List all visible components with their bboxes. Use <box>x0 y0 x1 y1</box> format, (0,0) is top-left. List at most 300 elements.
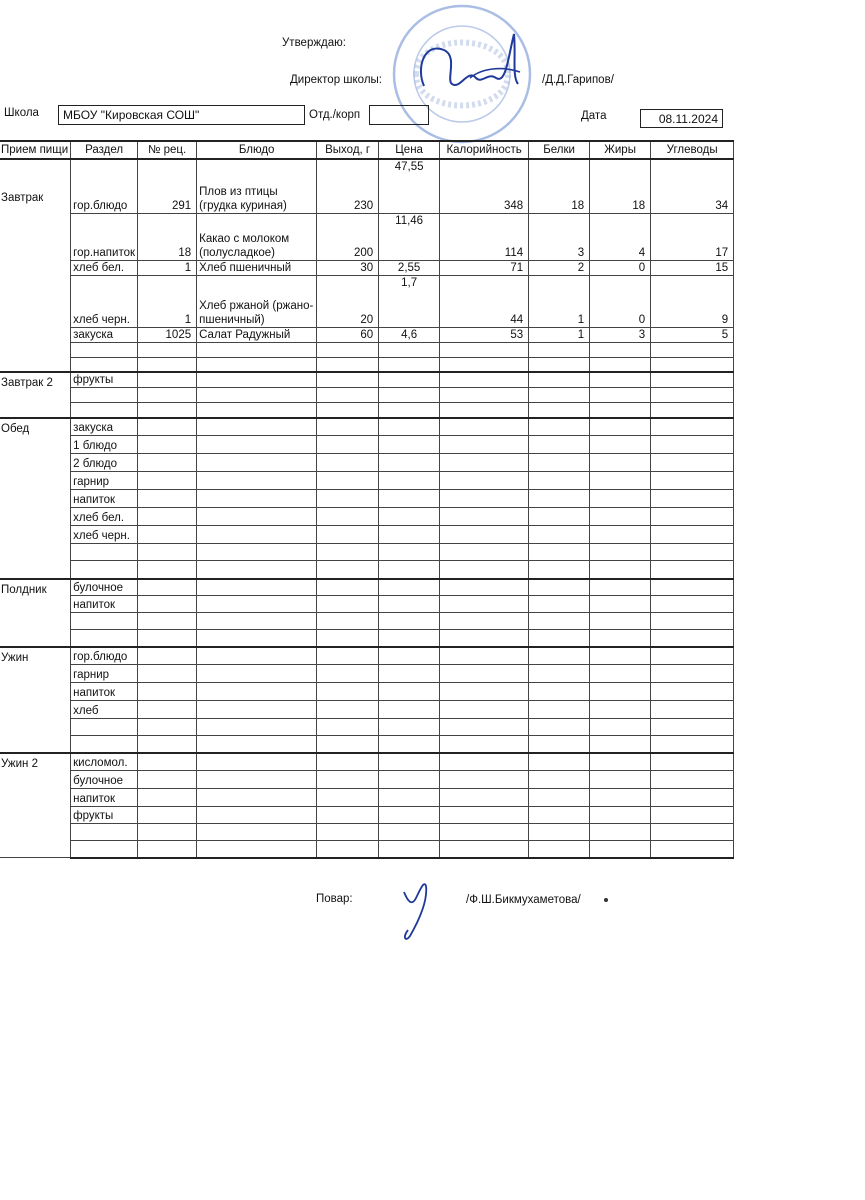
calories-cell <box>440 418 529 436</box>
calories-cell: 44 <box>440 275 529 327</box>
dish-cell <box>197 579 317 596</box>
output-cell: 60 <box>317 327 379 342</box>
dish-cell <box>197 561 317 579</box>
price-cell <box>379 824 440 841</box>
calories-cell <box>440 596 529 613</box>
price-cell <box>379 789 440 807</box>
section-cell: напиток <box>71 683 138 701</box>
price-cell <box>379 647 440 665</box>
dish-cell <box>197 403 317 418</box>
dish-cell <box>197 490 317 508</box>
dish-cell <box>197 719 317 736</box>
recipe-number-cell <box>138 841 197 858</box>
output-cell <box>317 454 379 472</box>
output-cell <box>317 753 379 771</box>
carbs-cell <box>651 490 734 508</box>
carbs-cell <box>651 436 734 454</box>
table-header-row <box>0 141 734 159</box>
protein-cell <box>529 342 590 357</box>
output-cell <box>317 824 379 841</box>
calories-cell <box>440 561 529 579</box>
output-cell <box>317 841 379 858</box>
table-row <box>0 841 734 858</box>
output-cell <box>317 665 379 683</box>
calories-cell <box>440 824 529 841</box>
recipe-number-cell: 291 <box>138 159 197 213</box>
output-cell <box>317 508 379 526</box>
carbs-cell: 9 <box>651 275 734 327</box>
calories-cell <box>440 436 529 454</box>
director-signature <box>410 28 530 100</box>
director-label: Директор школы: <box>290 74 382 86</box>
fat-cell <box>590 613 651 630</box>
dish-cell <box>197 841 317 858</box>
section-cell <box>71 841 138 858</box>
fat-cell <box>590 561 651 579</box>
recipe-number-cell <box>138 613 197 630</box>
section-cell: напиток <box>71 789 138 807</box>
protein-cell <box>529 418 590 436</box>
section-cell <box>71 342 138 357</box>
dish-cell <box>197 418 317 436</box>
fat-cell <box>590 454 651 472</box>
price-cell <box>379 388 440 403</box>
protein-cell <box>529 807 590 824</box>
price-cell <box>379 701 440 719</box>
section-cell <box>71 357 138 372</box>
protein-cell <box>529 403 590 418</box>
fat-cell <box>590 508 651 526</box>
protein-cell <box>529 436 590 454</box>
protein-cell <box>529 753 590 771</box>
calories-cell <box>440 454 529 472</box>
calories-cell: 114 <box>440 213 529 260</box>
calories-cell <box>440 342 529 357</box>
protein-cell <box>529 719 590 736</box>
school-label: Школа <box>4 107 39 119</box>
calories-cell <box>440 789 529 807</box>
output-cell: 200 <box>317 213 379 260</box>
protein-cell <box>529 596 590 613</box>
price-cell <box>379 683 440 701</box>
section-cell <box>71 544 138 561</box>
table-row <box>0 436 734 454</box>
price-cell <box>379 841 440 858</box>
price-cell <box>379 807 440 824</box>
column-header: Углеводы <box>651 141 734 159</box>
output-cell <box>317 436 379 454</box>
calories-cell: 71 <box>440 260 529 275</box>
output-cell <box>317 613 379 630</box>
price-cell: 1,7 <box>379 275 440 327</box>
output-cell <box>317 701 379 719</box>
recipe-number-cell <box>138 665 197 683</box>
fat-cell <box>590 544 651 561</box>
fat-cell <box>590 436 651 454</box>
recipe-number-cell <box>138 753 197 771</box>
fat-cell <box>590 719 651 736</box>
table-row <box>0 753 734 771</box>
dish-cell <box>197 701 317 719</box>
carbs-cell <box>651 372 734 388</box>
table-row <box>0 579 734 596</box>
carbs-cell <box>651 403 734 418</box>
recipe-number-cell <box>138 490 197 508</box>
fat-cell <box>590 753 651 771</box>
meal-cell: Обед <box>0 418 71 579</box>
protein-cell <box>529 683 590 701</box>
fat-cell <box>590 490 651 508</box>
price-cell <box>379 719 440 736</box>
price-cell <box>379 665 440 683</box>
date-label: Дата <box>581 110 607 122</box>
recipe-number-cell <box>138 579 197 596</box>
menu-table <box>0 140 734 859</box>
section-cell: хлеб <box>71 701 138 719</box>
dish-cell <box>197 789 317 807</box>
calories-cell <box>440 472 529 490</box>
section-cell: гарнир <box>71 665 138 683</box>
fat-cell <box>590 372 651 388</box>
dish-cell <box>197 647 317 665</box>
calories-cell <box>440 613 529 630</box>
recipe-number-cell <box>138 544 197 561</box>
carbs-cell: 17 <box>651 213 734 260</box>
table-row <box>0 613 734 630</box>
dept-value <box>369 105 429 125</box>
recipe-number-cell <box>138 561 197 579</box>
carbs-cell: 15 <box>651 260 734 275</box>
table-row <box>0 342 734 357</box>
carbs-cell <box>651 683 734 701</box>
fat-cell <box>590 472 651 490</box>
carbs-cell <box>651 472 734 490</box>
table-row <box>0 544 734 561</box>
dish-cell: Салат Радужный <box>197 327 317 342</box>
output-cell <box>317 683 379 701</box>
cook-label: Повар: <box>316 893 353 905</box>
protein-cell <box>529 579 590 596</box>
protein-cell <box>529 701 590 719</box>
table-row <box>0 388 734 403</box>
carbs-cell <box>651 561 734 579</box>
fat-cell <box>590 824 651 841</box>
fat-cell <box>590 841 651 858</box>
price-cell: 4,6 <box>379 327 440 342</box>
dish-cell <box>197 544 317 561</box>
output-cell <box>317 630 379 647</box>
fat-cell <box>590 342 651 357</box>
calories-cell <box>440 683 529 701</box>
fat-cell <box>590 701 651 719</box>
protein-cell <box>529 736 590 753</box>
output-cell <box>317 807 379 824</box>
price-cell <box>379 544 440 561</box>
output-cell <box>317 372 379 388</box>
section-cell: хлеб бел. <box>71 260 138 275</box>
section-cell: хлеб черн. <box>71 526 138 544</box>
section-cell: напиток <box>71 596 138 613</box>
carbs-cell <box>651 736 734 753</box>
output-cell <box>317 789 379 807</box>
table-row <box>0 159 734 213</box>
recipe-number-cell <box>138 789 197 807</box>
calories-cell <box>440 526 529 544</box>
section-cell: хлеб бел. <box>71 508 138 526</box>
dot-mark <box>604 898 608 902</box>
fat-cell: 0 <box>590 275 651 327</box>
recipe-number-cell <box>138 388 197 403</box>
protein-cell <box>529 508 590 526</box>
protein-cell <box>529 771 590 789</box>
output-cell <box>317 490 379 508</box>
output-cell <box>317 357 379 372</box>
table-row <box>0 454 734 472</box>
price-cell <box>379 771 440 789</box>
section-cell <box>71 561 138 579</box>
protein-cell <box>529 647 590 665</box>
price-cell <box>379 508 440 526</box>
table-row <box>0 403 734 418</box>
carbs-cell: 5 <box>651 327 734 342</box>
section-cell: гор.блюдо <box>71 159 138 213</box>
calories-cell: 348 <box>440 159 529 213</box>
column-header: Прием пищи <box>0 141 71 159</box>
dish-cell <box>197 508 317 526</box>
meal-cell: Ужин <box>0 647 71 753</box>
price-cell <box>379 596 440 613</box>
section-cell: гарнир <box>71 472 138 490</box>
section-cell: закуска <box>71 418 138 436</box>
dish-cell: Плов из птицы (грудка куриная) <box>197 159 317 213</box>
section-cell <box>71 736 138 753</box>
protein-cell <box>529 544 590 561</box>
recipe-number-cell <box>138 418 197 436</box>
carbs-cell <box>651 771 734 789</box>
column-header: № рец. <box>138 141 197 159</box>
recipe-number-cell <box>138 526 197 544</box>
output-cell <box>317 719 379 736</box>
price-cell <box>379 490 440 508</box>
dish-cell <box>197 807 317 824</box>
dish-cell: Какао с молоком (полусладкое) <box>197 213 317 260</box>
recipe-number-cell: 1025 <box>138 327 197 342</box>
table-row <box>0 736 734 753</box>
column-header: Калорийность <box>440 141 529 159</box>
table-row <box>0 683 734 701</box>
recipe-number-cell <box>138 647 197 665</box>
recipe-number-cell <box>138 771 197 789</box>
calories-cell <box>440 719 529 736</box>
calories-cell <box>440 807 529 824</box>
fat-cell: 4 <box>590 213 651 260</box>
table-row <box>0 472 734 490</box>
carbs-cell <box>651 753 734 771</box>
table-row <box>0 807 734 824</box>
table-row <box>0 275 734 327</box>
recipe-number-cell <box>138 683 197 701</box>
calories-cell <box>440 490 529 508</box>
section-cell <box>71 630 138 647</box>
carbs-cell <box>651 418 734 436</box>
section-cell: 1 блюдо <box>71 436 138 454</box>
recipe-number-cell <box>138 736 197 753</box>
recipe-number-cell <box>138 807 197 824</box>
meal-cell: Завтрак 2 <box>0 372 71 418</box>
dish-cell <box>197 665 317 683</box>
recipe-number-cell <box>138 342 197 357</box>
table-row <box>0 490 734 508</box>
price-cell <box>379 342 440 357</box>
dish-cell <box>197 736 317 753</box>
protein-cell: 3 <box>529 213 590 260</box>
price-cell <box>379 357 440 372</box>
calories-cell <box>440 403 529 418</box>
protein-cell <box>529 490 590 508</box>
approve-label: Утверждаю: <box>282 37 346 49</box>
calories-cell <box>440 665 529 683</box>
price-cell: 47,55 <box>379 159 440 213</box>
section-cell <box>71 403 138 418</box>
calories-cell <box>440 544 529 561</box>
price-cell <box>379 561 440 579</box>
recipe-number-cell <box>138 701 197 719</box>
carbs-cell <box>651 701 734 719</box>
protein-cell <box>529 472 590 490</box>
protein-cell <box>529 454 590 472</box>
section-cell: булочное <box>71 771 138 789</box>
output-cell <box>317 526 379 544</box>
carbs-cell: 34 <box>651 159 734 213</box>
output-cell <box>317 771 379 789</box>
fat-cell <box>590 418 651 436</box>
carbs-cell <box>651 342 734 357</box>
price-cell <box>379 403 440 418</box>
meal-cell: Завтрак <box>0 159 71 372</box>
dish-cell <box>197 753 317 771</box>
dish-cell <box>197 372 317 388</box>
carbs-cell <box>651 526 734 544</box>
recipe-number-cell <box>138 454 197 472</box>
fat-cell <box>590 789 651 807</box>
fat-cell <box>590 630 651 647</box>
output-cell <box>317 418 379 436</box>
fat-cell <box>590 647 651 665</box>
carbs-cell <box>651 647 734 665</box>
meal-cell: Ужин 2 <box>0 753 71 858</box>
carbs-cell <box>651 665 734 683</box>
output-cell <box>317 544 379 561</box>
recipe-number-cell: 1 <box>138 260 197 275</box>
protein-cell <box>529 561 590 579</box>
recipe-number-cell <box>138 508 197 526</box>
table-row <box>0 418 734 436</box>
table-row <box>0 771 734 789</box>
price-cell <box>379 579 440 596</box>
recipe-number-cell <box>138 436 197 454</box>
carbs-cell <box>651 596 734 613</box>
meal-cell: Полдник <box>0 579 71 647</box>
calories-cell <box>440 372 529 388</box>
table-row <box>0 789 734 807</box>
calories-cell <box>440 508 529 526</box>
section-cell: кисломол. <box>71 753 138 771</box>
dish-cell <box>197 683 317 701</box>
fat-cell: 3 <box>590 327 651 342</box>
column-header: Выход, г <box>317 141 379 159</box>
calories-cell <box>440 771 529 789</box>
column-header: Раздел <box>71 141 138 159</box>
dish-cell <box>197 526 317 544</box>
price-cell <box>379 436 440 454</box>
calories-cell <box>440 647 529 665</box>
dish-cell <box>197 454 317 472</box>
column-header: Блюдо <box>197 141 317 159</box>
protein-cell <box>529 665 590 683</box>
table-row <box>0 630 734 647</box>
dish-cell <box>197 357 317 372</box>
dish-cell <box>197 771 317 789</box>
table-row <box>0 327 734 342</box>
fat-cell: 0 <box>590 260 651 275</box>
section-cell: 2 блюдо <box>71 454 138 472</box>
table-row <box>0 357 734 372</box>
column-header: Жиры <box>590 141 651 159</box>
section-cell: булочное <box>71 579 138 596</box>
director-name: /Д.Д.Гарипов/ <box>542 74 614 86</box>
table-row <box>0 372 734 388</box>
table-row <box>0 561 734 579</box>
date-value: 08.11.2024 <box>640 109 723 128</box>
protein-cell <box>529 372 590 388</box>
section-cell: гор.блюдо <box>71 647 138 665</box>
protein-cell: 1 <box>529 275 590 327</box>
protein-cell: 18 <box>529 159 590 213</box>
dish-cell <box>197 630 317 647</box>
section-cell <box>71 719 138 736</box>
fat-cell <box>590 403 651 418</box>
protein-cell <box>529 357 590 372</box>
dish-cell <box>197 613 317 630</box>
price-cell <box>379 613 440 630</box>
table-row <box>0 260 734 275</box>
output-cell: 20 <box>317 275 379 327</box>
price-cell <box>379 736 440 753</box>
dish-cell <box>197 388 317 403</box>
dept-label: Отд./корп <box>309 109 361 121</box>
recipe-number-cell <box>138 630 197 647</box>
calories-cell <box>440 736 529 753</box>
calories-cell <box>440 841 529 858</box>
protein-cell: 1 <box>529 327 590 342</box>
table-row <box>0 719 734 736</box>
calories-cell <box>440 579 529 596</box>
recipe-number-cell <box>138 403 197 418</box>
price-cell <box>379 630 440 647</box>
price-cell <box>379 454 440 472</box>
dish-cell <box>197 472 317 490</box>
recipe-number-cell <box>138 719 197 736</box>
price-cell <box>379 472 440 490</box>
carbs-cell <box>651 613 734 630</box>
output-cell <box>317 561 379 579</box>
calories-cell <box>440 701 529 719</box>
output-cell <box>317 403 379 418</box>
recipe-number-cell <box>138 596 197 613</box>
carbs-cell <box>651 841 734 858</box>
section-cell: закуска <box>71 327 138 342</box>
output-cell: 30 <box>317 260 379 275</box>
